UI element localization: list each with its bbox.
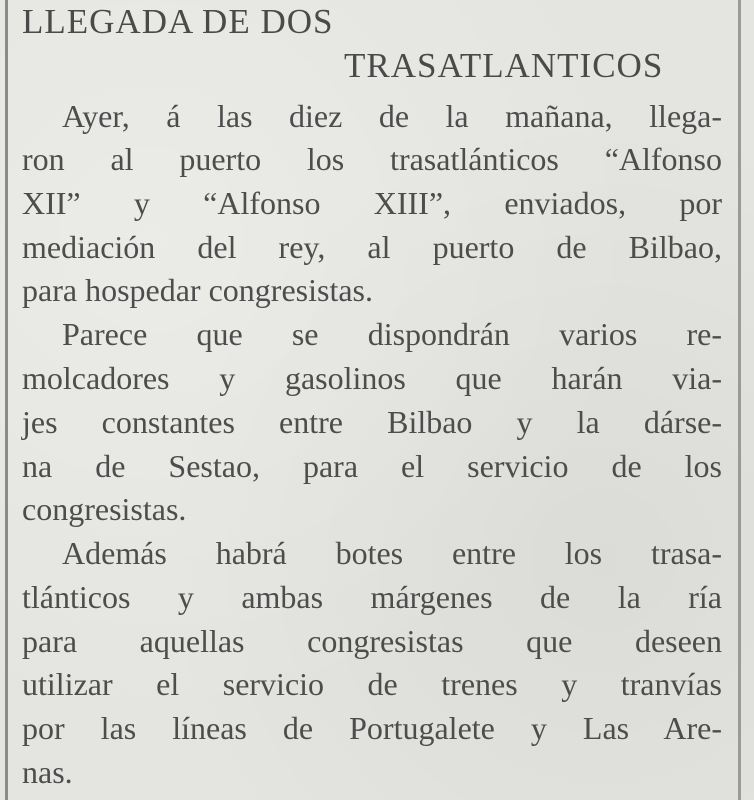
paragraph-3-line-1: Además habrá botes entre los trasa- bbox=[62, 535, 722, 571]
paragraph-1-line-1: Ayer, á las diez de la mañana, llega- bbox=[62, 98, 722, 134]
paragraph-1-line-3: XII” y “Alfonso XIII”, enviados, por bbox=[22, 185, 722, 221]
column-rule-left bbox=[5, 0, 8, 800]
paragraph-3-line-2: tlánticos y ambas márgenes de la ría bbox=[22, 579, 722, 615]
paragraph-2-line-2: molcadores y gasolinos que harán via- bbox=[22, 360, 722, 396]
column-rule-right bbox=[738, 0, 741, 800]
paragraph-3-line-3: para aquellas congresistas que deseen bbox=[22, 623, 722, 659]
paragraph-1-line-5: para hospedar congresistas. bbox=[22, 272, 373, 308]
paragraph-3-line-6: nas. bbox=[22, 754, 73, 790]
paragraph-2-line-4: na de Sestao, para el servicio de los bbox=[22, 448, 722, 484]
paragraph-2-line-3: jes constantes entre Bilbao y la dárse- bbox=[22, 404, 722, 440]
headline-line-2: TRASATLANTICOS bbox=[344, 46, 664, 85]
paragraph-3-line-5: por las líneas de Portugalete y Las Are- bbox=[22, 710, 722, 746]
paragraph-1-line-2: ron al puerto los trasatlánticos “Alfonso bbox=[22, 141, 722, 177]
paragraph-3-line-4: utilizar el servicio de trenes y tranvías bbox=[22, 666, 722, 702]
headline-line-1: LLEGADA DE DOS bbox=[22, 2, 334, 41]
paragraph-1-line-4: mediación del rey, al puerto de Bilbao, bbox=[22, 229, 722, 265]
paragraph-2-line-5: congresistas. bbox=[22, 491, 187, 527]
paragraph-2-line-1: Parece que se dispondrán varios re- bbox=[62, 316, 722, 352]
